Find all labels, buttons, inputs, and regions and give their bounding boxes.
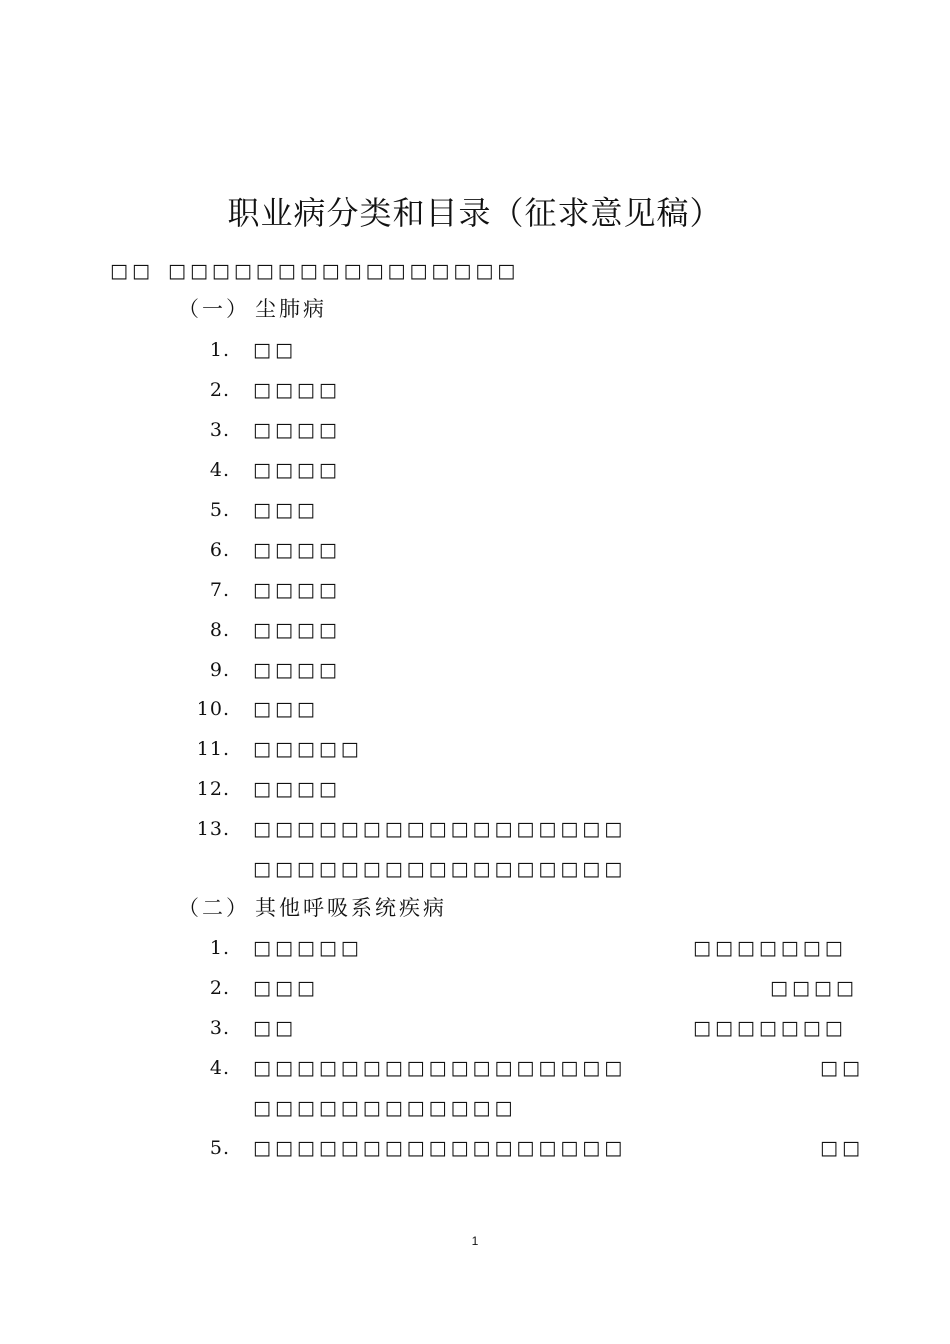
list-item-text: □□□□	[253, 579, 341, 601]
page-number: 1	[471, 1234, 479, 1248]
list-item-note: □□□□□□□	[693, 937, 847, 959]
list-item-note: □□□□□□□	[693, 1017, 847, 1039]
list-item-note: □□	[820, 1137, 864, 1159]
list-item-number: 2.	[209, 977, 230, 999]
list-item-text: □□□□□	[253, 738, 363, 760]
list-item-text: □□□□	[253, 379, 341, 401]
list-item-note: □□	[820, 1057, 864, 1079]
list-item-number: 13.	[196, 818, 230, 840]
list-item-number: 5.	[209, 1137, 230, 1159]
list-item-number: 7.	[209, 579, 230, 601]
list-item-text-continued: □□□□□□□□□□□□	[253, 1097, 517, 1119]
list-item-text: □□□□	[253, 459, 341, 481]
list-item-text: □□□□□□□□□□□□□□□□□	[253, 1057, 627, 1079]
section1-label: （一）	[178, 297, 250, 321]
list-item-number: 12.	[196, 778, 230, 800]
list-item-text: □□□□	[253, 778, 341, 800]
list-item-number: 5.	[209, 499, 230, 521]
list-item-text: □□□□□	[253, 937, 363, 959]
list-item-text: □□□	[253, 698, 319, 720]
list-item-text: □□□	[253, 977, 319, 999]
list-item-number: 1.	[209, 937, 230, 959]
page-title: 职业病分类和目录（征求意见稿）	[227, 194, 723, 232]
list-item-number: 3.	[209, 1017, 230, 1039]
list-item-number: 3.	[209, 419, 230, 441]
list-item-number: 11.	[196, 738, 230, 760]
section1-title: 尘肺病	[255, 297, 327, 321]
list-item-number: 4.	[209, 1057, 230, 1079]
list-item-number: 8.	[209, 619, 230, 641]
list-item-text: □□□□	[253, 419, 341, 441]
list-item-text: □□□□	[253, 539, 341, 561]
list-item-text: □□□□□□□□□□□□□□□□□	[253, 1137, 627, 1159]
list-item-text: □□□□□□□□□□□□□□□□□	[253, 818, 627, 840]
list-item-text: □□□	[253, 499, 319, 521]
section2-label: （二）	[178, 896, 250, 920]
list-item-text-continued: □□□□□□□□□□□□□□□□□	[253, 858, 627, 880]
list-item-number: 6.	[209, 539, 230, 561]
chapter-text: □□□□□□□□□□□□□□□□	[168, 260, 520, 282]
list-item-text: □□	[253, 1017, 297, 1039]
list-item-number: 9.	[209, 659, 230, 681]
list-item-number: 2.	[209, 379, 230, 401]
list-item-text: □□	[253, 339, 297, 361]
list-item-note: □□□□	[770, 977, 858, 999]
list-item-number: 1.	[209, 339, 230, 361]
list-item-text: □□□□	[253, 619, 341, 641]
section2-title: 其他呼吸系统疾病	[255, 896, 447, 920]
list-item-text: □□□□	[253, 659, 341, 681]
chapter-label: □□	[110, 260, 154, 282]
list-item-number: 4.	[209, 459, 230, 481]
list-item-number: 10.	[196, 698, 230, 720]
